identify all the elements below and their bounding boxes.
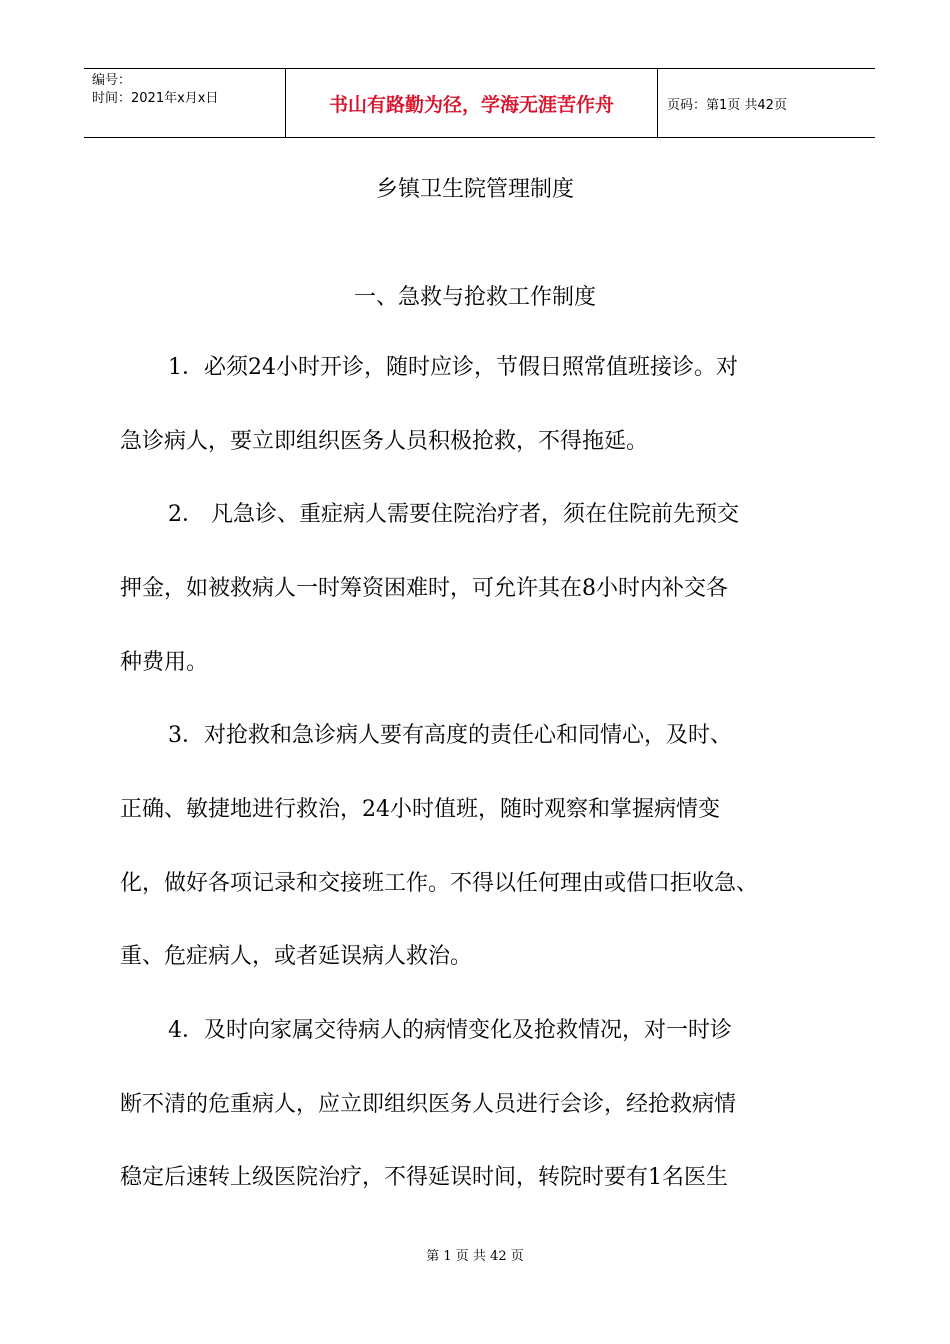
body-line: 重、危症病人，或者延误病人救治。 bbox=[120, 944, 473, 969]
body-line: 断不清的危重病人，应立即组织医务人员进行会诊，经抢救病情 bbox=[120, 1092, 737, 1117]
body-line: 3．对抢救和急诊病人要有高度的责任心和同情心，及时、 bbox=[168, 723, 732, 748]
header-motto: 书山有路勤为径，学海无涯苦作舟 bbox=[285, 69, 658, 137]
body-line: 押金，如被救病人一时筹资困难时，可允许其在8小时内补交各 bbox=[120, 576, 728, 601]
section-title: 一、急救与抢救工作制度 bbox=[353, 285, 596, 310]
number-label: 编号： bbox=[92, 73, 132, 88]
document-header bbox=[84, 68, 875, 138]
document-title: 乡镇卫生院管理制度 bbox=[375, 177, 574, 202]
body-line: 1．必须24小时开诊，随时应诊，节假日照常值班接诊。对 bbox=[168, 355, 738, 380]
time-label: 时间：2021年x月x日 bbox=[92, 91, 219, 106]
body-line: 急诊病人，要立即组织医务人员积极抢救，不得拖延。 bbox=[120, 429, 649, 454]
body-line: 正确、敏捷地进行救治，24小时值班，随时观察和掌握病情变 bbox=[120, 797, 720, 822]
body-line: 种费用。 bbox=[120, 650, 209, 675]
body-line: 化，做好各项记录和交接班工作。不得以任何理由或借口拒收急、 bbox=[120, 871, 759, 896]
body-line: 2． 凡急诊、重症病人需要住院治疗者，须在住院前先预交 bbox=[168, 502, 739, 527]
header-meta bbox=[84, 69, 285, 137]
body-line: 稳定后速转上级医院治疗，不得延误时间，转院时要有1名医生 bbox=[120, 1165, 728, 1190]
header-page-label: 页码：第1页 共42页 bbox=[667, 97, 787, 113]
body-line: 4．及时向家属交待病人的病情变化及抢救情况，对一时诊 bbox=[168, 1018, 732, 1043]
page-footer: 第 1 页 共 42 页 bbox=[426, 1249, 524, 1264]
